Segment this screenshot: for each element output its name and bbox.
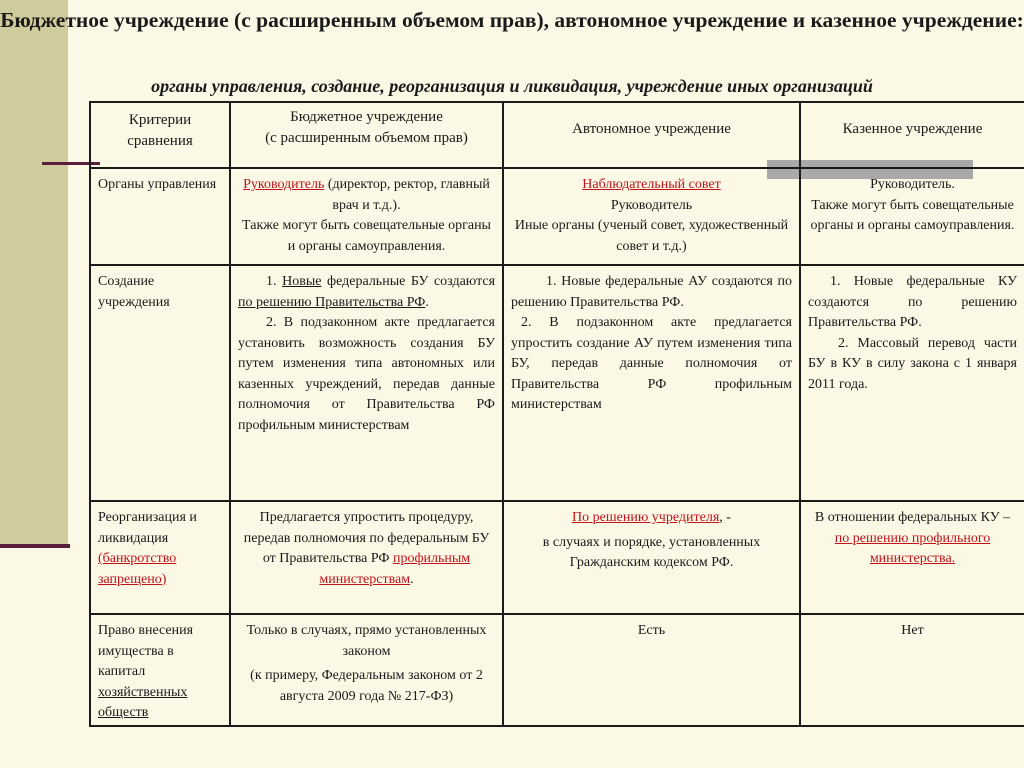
property-au-text: Есть bbox=[637, 623, 666, 638]
management-label bbox=[90, 168, 230, 265]
reorg-bu-dot: . bbox=[410, 571, 414, 587]
property-label-text: Право внесения имущества в капитал bbox=[98, 623, 194, 679]
header-ku bbox=[800, 102, 1024, 168]
reorg-label-text: Реорганизация и ликвидация bbox=[98, 510, 197, 546]
property-label bbox=[90, 614, 230, 726]
management-au-head: Руководитель bbox=[610, 197, 693, 213]
reorg-label bbox=[90, 501, 230, 614]
creation-ku-p1: 1. Новые федеральные КУ создаются по решению Правительства РФ. bbox=[808, 274, 1017, 330]
header-row bbox=[90, 102, 1024, 168]
slide-subtitle: органы управления, создание, реорганизация и ликвидация, учреждение иных организаций bbox=[151, 76, 873, 96]
creation-au bbox=[503, 265, 800, 501]
header-criteria bbox=[90, 102, 230, 168]
management-ku-head: Руководитель. bbox=[870, 177, 955, 192]
header-ku-text: Казенное учреждение bbox=[842, 121, 983, 137]
reorg-bu-ministries: профильным министерствам bbox=[319, 551, 471, 587]
creation-ku bbox=[800, 265, 1024, 501]
management-bu-head: Руководитель bbox=[243, 177, 325, 192]
creation-bu-p1 bbox=[238, 272, 495, 313]
creation-au-p1: 1. Новые федеральные АУ создаются по решению Правительства РФ. bbox=[511, 274, 792, 310]
header-au-text: Автономное учреждение bbox=[572, 121, 731, 137]
reorg-label-note: (банкротство запрещено) bbox=[98, 551, 177, 587]
property-ku bbox=[800, 614, 1024, 726]
decorative-rule-bottom bbox=[0, 544, 70, 548]
row-management bbox=[90, 168, 1024, 265]
row-creation bbox=[90, 265, 1024, 501]
creation-bu bbox=[230, 265, 503, 501]
management-ku-extra: Также могут быть совещательные органы и органы самоуправления. bbox=[810, 197, 1015, 233]
comparison-table bbox=[89, 101, 1024, 727]
creation-bu-new: Новые bbox=[282, 274, 322, 289]
management-au-other: Иные органы (ученый совет, художественный совет и т.д.) bbox=[514, 218, 789, 254]
header-au bbox=[503, 102, 800, 168]
header-bu-line2: (с расширенным объемом прав) bbox=[265, 130, 468, 146]
creation-bu-text1: федеральные БУ создаются bbox=[321, 274, 496, 289]
reorg-au-decision: По решению учредителя bbox=[572, 510, 720, 525]
reorg-au bbox=[503, 501, 800, 614]
reorg-bu bbox=[230, 501, 503, 614]
reorg-ku bbox=[800, 501, 1024, 614]
creation-label-text: Создание учреждения bbox=[98, 274, 170, 310]
management-bu-rest: (директор, ректор, главный врач и т.д.). bbox=[324, 177, 490, 213]
row-reorganization bbox=[90, 501, 1024, 614]
header-bu-line1: Бюджетное учреждение bbox=[290, 109, 443, 125]
creation-bu-decision: по решению Правительства РФ bbox=[238, 294, 426, 310]
reorg-au-line2: в случаях и порядке, установленных Гражданским кодексом РФ. bbox=[542, 534, 761, 570]
reorg-au-dash: , - bbox=[719, 510, 731, 525]
management-label-text: Органы управления bbox=[98, 177, 217, 192]
row-property bbox=[90, 614, 1024, 726]
creation-au-p2: 2. В подзаконном акте предлагается упростить создание АУ путем изменения типа БУ, передав данные полномочия от Правительства РФ профильным министерствам bbox=[511, 315, 792, 412]
creation-bu-num1: 1. bbox=[266, 274, 283, 289]
reorg-ku-text: В отношении федеральных КУ – bbox=[814, 510, 1011, 525]
management-ku bbox=[800, 168, 1024, 265]
management-au bbox=[503, 168, 800, 265]
reorg-ku-decision: по решению профильного министерства. bbox=[834, 530, 991, 566]
header-bu bbox=[230, 102, 503, 168]
slide-title: Бюджетное учреждение (с расширенным объемом прав), автономное учреждение и казенное учреждение: bbox=[0, 8, 1024, 32]
property-bu-line2: (к примеру, Федеральным законом от 2 августа 2009 года № 217-ФЗ) bbox=[250, 668, 483, 704]
creation-ku-p2: 2. Массовый перевод части БУ в КУ в силу закона с 1 января 2011 года. bbox=[808, 335, 1017, 392]
reorg-au-line1 bbox=[511, 508, 792, 529]
property-au bbox=[503, 614, 800, 726]
management-au-council: Наблюдательный совет bbox=[582, 177, 721, 192]
creation-label bbox=[90, 265, 230, 501]
creation-bu-dot: . bbox=[425, 294, 429, 310]
property-label-underlined: хозяйственных обществ bbox=[98, 684, 188, 720]
property-bu bbox=[230, 614, 503, 726]
management-bu-extra: Также могут быть совещательные органы и органы самоуправления. bbox=[242, 218, 491, 254]
property-bu-line1: Только в случаях, прямо установленных законом bbox=[246, 623, 487, 659]
reorg-bu-text: Предлагается упростить процедуру, передав полномочия по федеральным БУ от Правительства РФ bbox=[243, 510, 490, 566]
management-bu bbox=[230, 168, 503, 265]
creation-bu-p2: 2. В подзаконном акте предлагается установить возможность создания БУ путем изменения типа автономных или казенных учреждений, передав данные полномочия от Правительства РФ профильным министерствам bbox=[238, 315, 495, 433]
header-criteria-text: Критерии сравнения bbox=[127, 112, 193, 149]
property-ku-text: Нет bbox=[901, 623, 924, 638]
